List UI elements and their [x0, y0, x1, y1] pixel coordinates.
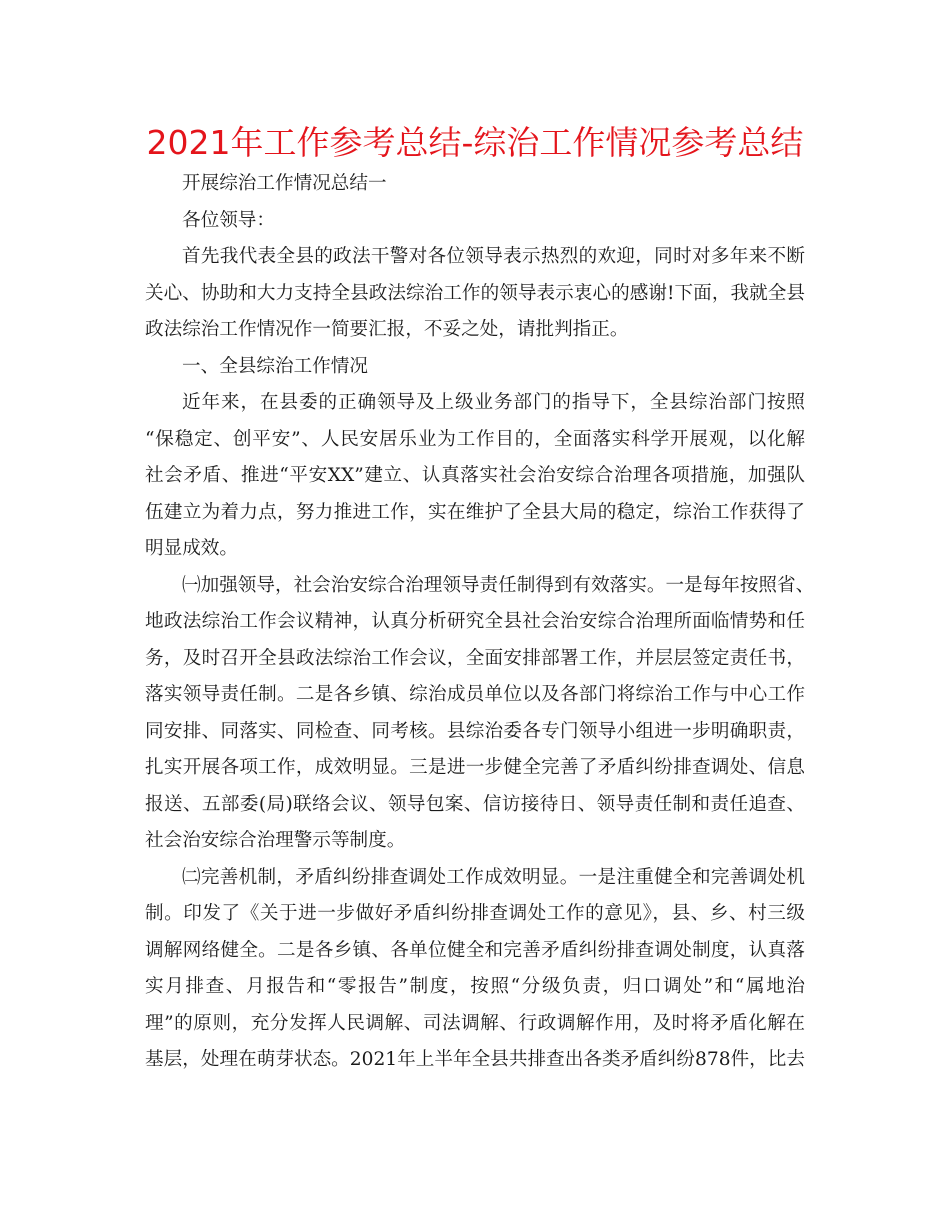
body-line: 政法综治工作情况作一简要汇报，不妥之处，请批判指正。 [145, 319, 629, 340]
body-line: 制。印发了《关于进一步做好矛盾纠纷排查调处工作的意见》，县、乡、村三级 [145, 903, 805, 924]
body-line: 理”的原则，充分发挥人民调解、司法调解、行政调解作用，及时将矛盾化解在 [145, 1012, 805, 1034]
body-line: 关心、协助和大力支持全县政法综治工作的领导表示衷心的感谢!下面，我就全县 [145, 282, 805, 304]
body-line: “保稳定、创平安”、人民安居乐业为工作目的，全面落实科学开展观，以化解 [145, 428, 805, 450]
body-line: 各位领导： [182, 209, 275, 231]
document-title: 2021年工作参考总结-综治工作情况参考总结 [146, 123, 804, 162]
body-line: 实月排查、月报告和“零报告”制度，按照“分级负责，归口调处”和“属地治 [145, 976, 805, 997]
body-line: 扎实开展各项工作，成效明显。三是进一步健全完善了矛盾纠纷排查调处、信息 [145, 757, 805, 778]
body-line: 报送、五部委(局)联络会议、领导包案、信访接待日、领导责任制和责任追查、 [145, 793, 805, 815]
body-line: 落实领导责任制。二是各乡镇、综治成员单位以及各部门将综治工作与中心工作 [145, 684, 805, 705]
body-line: 近年来，在县委的正确领导及上级业务部门的指导下，全县综治部门按照 [182, 392, 805, 413]
body-line: 同安排、同落实、同检查、同考核。县综治委各专门领导小组进一步明确职责， [145, 720, 805, 742]
body-line: 伍建立为着力点，努力推进工作，实在维护了全县大局的稳定，综治工作获得了 [145, 501, 805, 523]
body-line: 社会治安综合治理警示等制度。 [145, 830, 406, 851]
body-line: 首先我代表全县的政法干警对各位领导表示热烈的欢迎，同时对多年来不断 [182, 246, 805, 267]
body-line: 调解网络健全。二是各乡镇、各单位健全和完善矛盾纠纷排查调处制度，认真落 [145, 939, 805, 961]
body-line: 一、全县综治工作情况 [182, 355, 368, 377]
body-line: ㈠加强领导，社会治安综合治理领导责任制得到有效落实。一是每年按照省、 [182, 574, 815, 596]
body-line: 基层，处理在萌芽状态。2021年上半年全县共排查出各类矛盾纠纷878件，比去 [145, 1049, 805, 1070]
document-body [145, 166, 815, 1079]
body-line: 地政法综治工作会议精神，认真分析研究全县社会治安综合治理所面临情势和任 [145, 611, 805, 632]
body-line: 务，及时召开全县政法综治工作会议，全面安排部署工作，并层层签定责任书， [145, 647, 805, 669]
body-line: ㈡完善机制，矛盾纠纷排查调处工作成效明显。一是注重健全和完善调处机 [182, 866, 805, 888]
body-line: 明显成效。 [145, 538, 238, 559]
body-line: 开展综治工作情况总结一 [182, 173, 387, 194]
body-line: 社会矛盾、推进“平安XX”建立、认真落实社会治安综合治理各项措施，加强队 [145, 465, 805, 486]
